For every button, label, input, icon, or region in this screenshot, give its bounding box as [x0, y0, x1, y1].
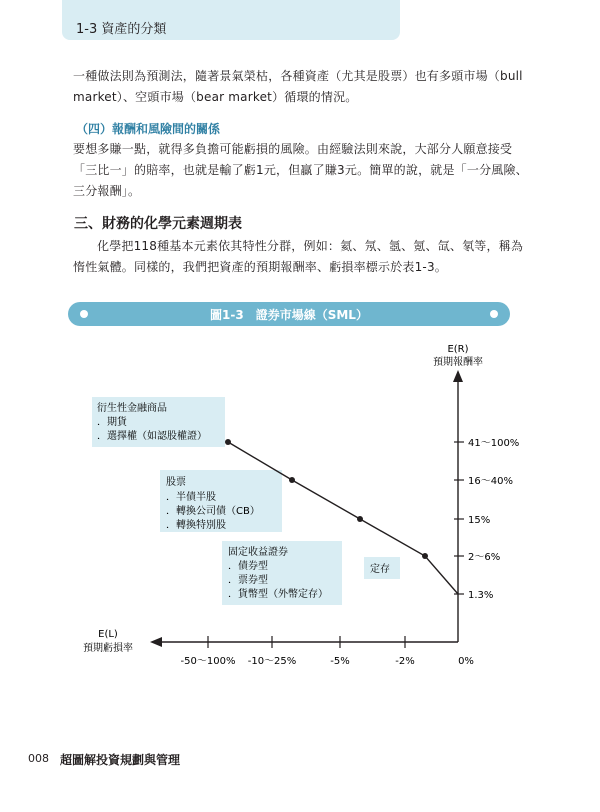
sml-data-point: [225, 439, 231, 445]
x-tick-label: -10～25%: [247, 656, 297, 667]
x-tick-label: 0%: [458, 656, 474, 667]
sml-data-point: [289, 477, 295, 483]
bullet-dot-icon: [490, 310, 498, 318]
paragraph-risk-return: 要想多賺一點，就得多負擔可能虧損的風險。由經驗法則來說，大部分人願意接受「三比一」的賠率，也就是輸了虧1元，但贏了賺3元。簡單的說，就是「一分風險、三分報酬」。: [73, 142, 528, 198]
y-tick-label: 1.3%: [468, 590, 494, 601]
sml-chart: [0, 330, 600, 670]
y-axis-label: 預期報酬率: [433, 357, 483, 368]
section-header-title: 1-3 資產的分類: [76, 22, 167, 37]
stocks-item: ．半債半股: [166, 492, 216, 503]
y-tick-label: 41～100%: [468, 438, 520, 449]
x-axis-label: E(L): [98, 629, 118, 640]
subheading-risk-return: （四）報酬和風險間的關係: [76, 122, 221, 136]
y-axis-label: E(R): [447, 344, 469, 355]
section-heading-periodic-table: 三、財務的化學元素週期表: [74, 216, 242, 232]
stocks-item: ．轉換公司債（CB）: [166, 506, 260, 517]
paragraph-prediction-method: 一種做法則為預測法，隨著景氣榮枯，各種資產（尤其是股票）也有多頭市場（bull market）、空頭市場（bear market）循環的情況。: [73, 69, 523, 104]
x-axis-arrow-icon: [150, 637, 162, 647]
book-title: 超圖解投資規劃與管理: [60, 753, 181, 767]
x-tick-label: -50～100%: [180, 656, 236, 667]
stocks-item: ．轉換特別股: [166, 520, 226, 531]
figure-title: 圖1-3 證券市場線（SML）: [210, 308, 368, 322]
x-tick-label: -2%: [395, 656, 415, 667]
deposit-label: 定存: [370, 564, 390, 575]
page-number: 008: [28, 752, 49, 765]
derivatives-item: ．選擇權（如認股權證）: [97, 431, 207, 442]
fixed-income-title: 固定收益證券: [228, 547, 288, 558]
figure-title-bar: [68, 302, 510, 326]
fixed-income-item: ．債券型: [228, 561, 268, 572]
y-axis-arrow-icon: [453, 370, 463, 382]
fixed-income-item: ．貨幣型（外幣定存）: [228, 589, 328, 600]
y-tick-label: 2～6%: [468, 552, 501, 563]
fixed-income-item: ．票券型: [228, 575, 268, 586]
paragraph-chemical-elements: 化學把118種基本元素依其特性分群，例如：氦、氖、氬、氪、氙、氡等，稱為惰性氣體。同樣的，我們把資產的預期報酬率、虧損率標示於表1-3。: [73, 239, 524, 274]
sml-data-point: [357, 516, 363, 522]
stocks-title: 股票: [166, 477, 186, 488]
derivatives-title: 衍生性金融商品: [97, 403, 167, 414]
derivatives-item: ．期貨: [97, 417, 127, 428]
sml-data-point: [422, 553, 428, 559]
x-axis-label: 預期虧損率: [83, 643, 133, 654]
y-tick-label: 16～40%: [468, 476, 513, 487]
y-tick-label: 15%: [468, 515, 491, 526]
x-tick-label: -5%: [330, 656, 350, 667]
